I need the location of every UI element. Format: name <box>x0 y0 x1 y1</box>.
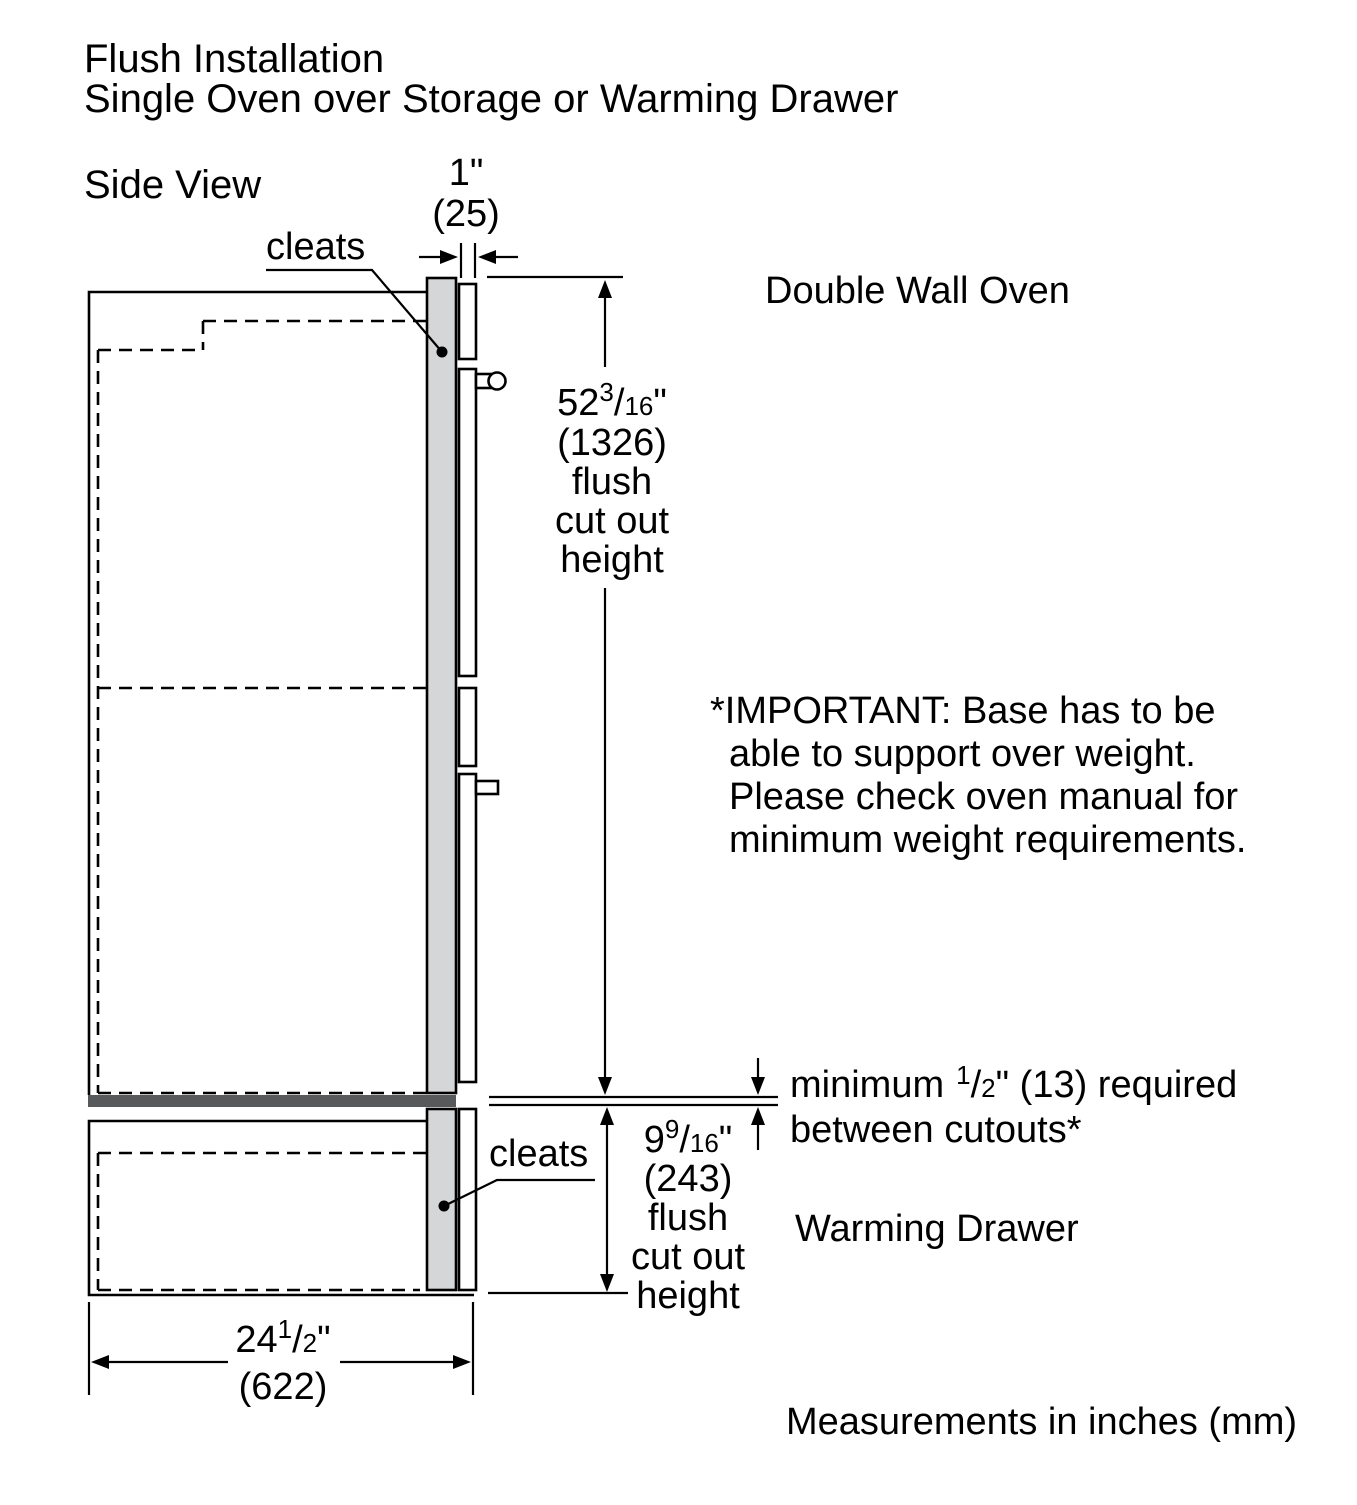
dim-oven-cutout <box>487 277 669 1095</box>
dim-oven-unit-mark: " <box>653 382 667 424</box>
dim-oven-arrowhead-down <box>598 1077 612 1095</box>
important-line-2: able to support over weight. <box>729 733 1196 775</box>
dim-drawer-slash: / <box>679 1119 690 1161</box>
dim-depth-slash: / <box>292 1319 303 1361</box>
min-gap-text-line-2: between cutouts* <box>790 1109 1082 1151</box>
title-block <box>84 37 898 121</box>
dim-depth-arrowhead-right <box>453 1355 471 1369</box>
dim-cleat-arrowhead-left <box>440 250 458 264</box>
dim-oven-whole: 52 <box>557 382 600 424</box>
oven-bracket-4 <box>459 774 476 1082</box>
cleats-leader-top-dot <box>437 347 448 358</box>
title-line-1: Flush Installation <box>84 37 385 81</box>
min-gap-prefix: minimum <box>790 1064 945 1106</box>
cleats-leader-top-line <box>266 270 442 352</box>
dim-depth-denominator: 2 <box>302 1328 318 1358</box>
dim-depth-mm: (622) <box>238 1366 328 1408</box>
dim-cleat-arrowhead-right <box>478 250 496 264</box>
bracket-column <box>459 284 476 1290</box>
dim-depth-numerator: 1 <box>277 1314 293 1344</box>
important-line-3: Please check oven manual for <box>729 776 1239 818</box>
oven-bracket-2 <box>459 369 476 676</box>
dim-depth-arrowhead-left <box>91 1355 109 1369</box>
dim-oven-value <box>557 377 667 424</box>
dim-oven-desc-1: flush <box>571 461 653 503</box>
dim-oven-desc-3: height <box>560 539 664 581</box>
oven-cabinet <box>89 292 427 1095</box>
important-line-1: *IMPORTANT: Base has to be <box>710 690 1216 732</box>
dim-oven-numerator: 3 <box>599 377 614 407</box>
dim-gap-arrowhead-down <box>751 1077 765 1095</box>
dim-oven-denominator: 16 <box>624 391 654 421</box>
dim-oven-slash: / <box>613 382 625 424</box>
measurements-note: Measurements in inches (mm) <box>786 1401 1298 1443</box>
double-wall-oven-label: Double Wall Oven <box>765 270 1070 312</box>
upper-cleat-strip <box>427 278 456 1093</box>
dim-cleat-thickness <box>419 152 518 278</box>
view-label: Side View <box>84 163 262 207</box>
cleats-label-bottom: cleats <box>489 1133 589 1175</box>
oven-bracket-3 <box>459 688 476 766</box>
min-gap-numerator: 1 <box>956 1060 971 1090</box>
dim-depth-unit-mark: " <box>317 1319 331 1361</box>
dim-drawer-denominator: 16 <box>689 1128 719 1158</box>
dim-drawer-arrowhead-down <box>600 1274 614 1292</box>
dim-drawer-mm: (243) <box>643 1158 733 1200</box>
oven-bracket-1 <box>459 284 476 359</box>
dim-drawer-numerator: 9 <box>664 1114 680 1144</box>
important-note <box>710 690 1246 861</box>
cleats-leader-top <box>266 270 448 358</box>
dim-depth-whole: 24 <box>235 1319 278 1361</box>
dim-cleat-thickness-mm: (25) <box>432 193 500 235</box>
lower-cleat-strip <box>427 1109 456 1290</box>
dim-drawer-unit-mark: " <box>718 1119 733 1161</box>
cleats-label-top: cleats <box>266 226 366 268</box>
dim-drawer-arrowhead-up <box>600 1107 614 1125</box>
dim-drawer-desc-1: flush <box>647 1197 729 1239</box>
min-gap-denominator: 2 <box>981 1073 996 1103</box>
dim-oven-mm: (1326) <box>557 422 667 464</box>
drawer-bracket <box>459 1109 476 1290</box>
oven-cabinet-outline <box>89 292 427 1095</box>
dim-gap-arrowhead-up <box>751 1107 765 1125</box>
important-line-4: minimum weight requirements. <box>729 819 1247 861</box>
min-gap-suffix: " (13) required <box>995 1064 1238 1106</box>
dim-depth-value <box>235 1314 330 1361</box>
dim-drawer-whole: 9 <box>643 1119 665 1161</box>
dim-min-gap <box>489 1058 1237 1151</box>
min-gap-text-line-1 <box>790 1060 1237 1106</box>
divider-base-bar <box>88 1095 456 1107</box>
dim-oven-arrowhead-up <box>598 280 612 298</box>
drawer-cabinet <box>89 1121 474 1295</box>
screw-bottom-shaft <box>476 781 498 794</box>
dim-drawer-desc-2: cut out <box>630 1236 746 1278</box>
warming-drawer-label: Warming Drawer <box>795 1208 1079 1250</box>
drawer-cabinet-outline <box>89 1121 474 1295</box>
min-gap-slash: / <box>970 1064 982 1106</box>
title-line-2: Single Oven over Storage or Warming Drawer <box>84 77 899 121</box>
dim-cleat-thickness-inches: 1" <box>448 152 484 194</box>
screw-top-head <box>489 373 506 390</box>
dim-cabinet-depth <box>89 1302 473 1408</box>
dim-oven-desc-2: cut out <box>554 500 670 542</box>
screw-top <box>476 373 506 390</box>
cleats-leader-bottom-dot <box>439 1201 450 1212</box>
dim-drawer-value <box>644 1114 733 1161</box>
dim-drawer-desc-3: height <box>636 1275 740 1317</box>
